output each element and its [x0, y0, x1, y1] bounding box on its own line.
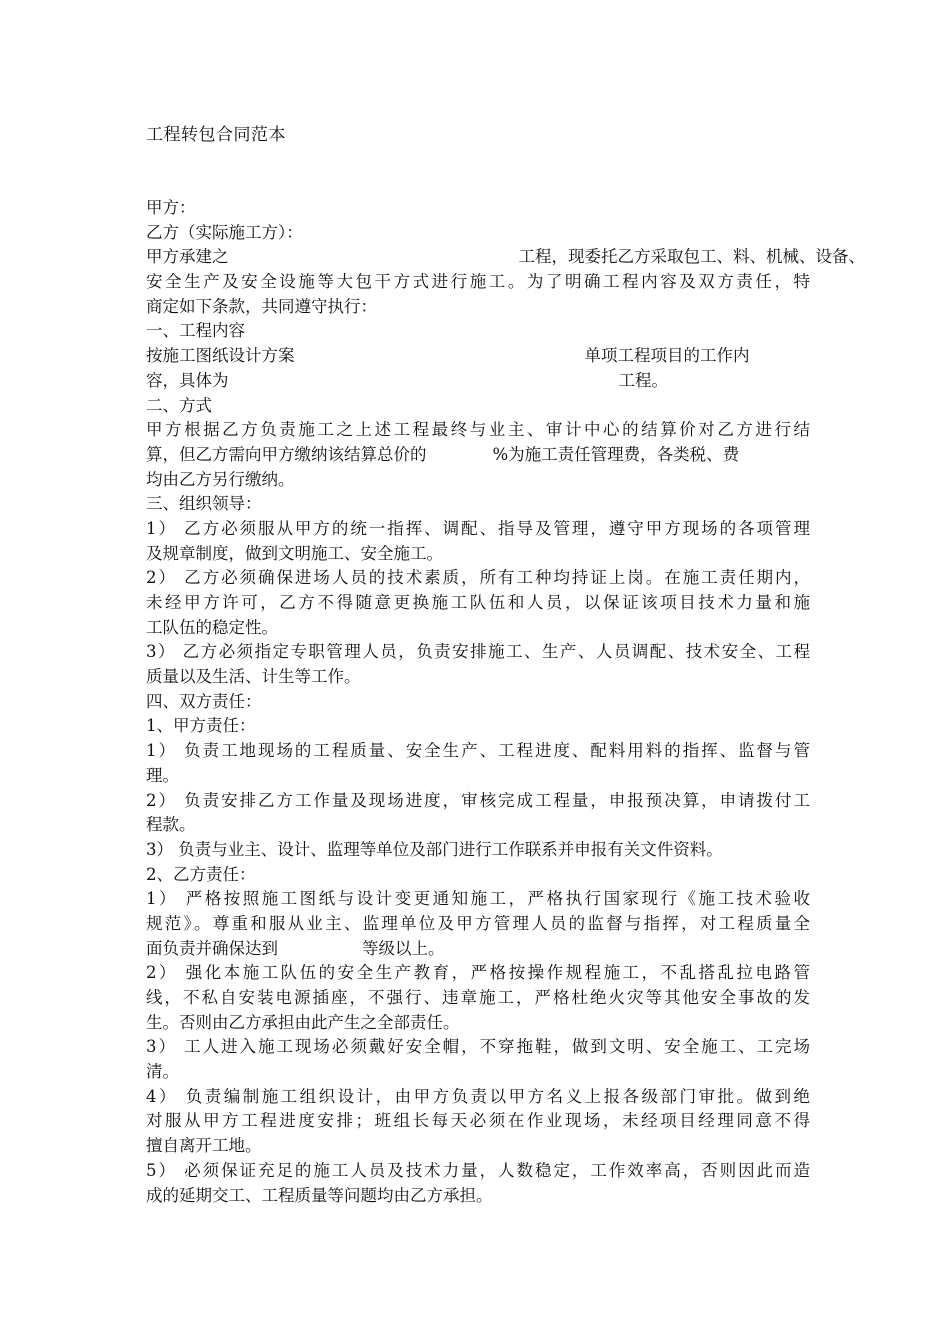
paragraph-line: 5） 必须保证充足的施工人员及技术力量，人数稳定，工作效率高，否则因此而造: [146, 1160, 810, 1180]
section-heading: 四、双方责任：: [146, 691, 262, 711]
section-heading: 一、工程内容: [146, 321, 245, 341]
paragraph-line: 1） 乙方必须服从甲方的统一指挥、调配、指导及管理，遵守甲方现场的各项管理: [146, 518, 810, 538]
document-body: [146, 196, 865, 1208]
paragraph-line: 成的延期交工、工程质量等问题均由乙方承担。: [146, 1185, 493, 1205]
subsection-heading: 1、甲方责任：: [146, 716, 256, 736]
text-segment: %为施工责任管理费，各类税、费: [492, 444, 740, 464]
section-heading: 三、组织领导：: [146, 494, 262, 514]
text-segment: 工程，现委托乙方采取包工、料、机械、设备、: [518, 247, 865, 267]
subsection-heading: 2、乙方责任：: [146, 864, 256, 884]
paragraph-line: 2） 负责安排乙方工作量及现场进度，审核完成工程量，申报预决算，申请拨付工: [146, 790, 810, 810]
paragraph-line: 理。: [146, 765, 179, 785]
paragraph-line: 商定如下条款，共同遵守执行：: [146, 296, 377, 316]
text-segment: 按施工图纸设计方案: [146, 346, 295, 366]
paragraph-line: 工队伍的稳定性。: [146, 617, 278, 637]
paragraph-line: 程款。: [146, 815, 196, 835]
paragraph-line: 3） 负责与业主、设计、监理等单位及部门进行工作联系并申报有关文件资料。: [146, 839, 723, 859]
paragraph-line: 甲方根据乙方负责施工之上述工程最终与业主、审计中心的结算价对乙方进行结: [146, 420, 810, 440]
paragraph-line: 1） 严格按照施工图纸与设计变更通知施工，严格执行国家现行《施工技术验收: [146, 889, 810, 909]
paragraph-line: [146, 369, 810, 394]
paragraph-line: 清。: [146, 1062, 179, 1082]
paragraph-line: 对服从甲方工程进度安排；班组长每天必须在作业现场，未经项目经理同意不得: [146, 1111, 810, 1131]
text-segment: 容，具体为: [146, 370, 229, 390]
paragraph-line: 规范》。尊重和服从业主、监理单位及甲方管理人员的监督与指挥，对工程质量全: [146, 913, 810, 933]
paragraph-line: 线，不私自安装电源插座，不强行、违章施工，严格杜绝火灾等其他安全事故的发: [146, 988, 810, 1007]
paragraph-line: [146, 937, 810, 962]
paragraph-line: [146, 245, 865, 270]
paragraph-line: 安全生产及安全设施等大包干方式进行施工。为了明确工程内容及双方责任，特: [146, 272, 810, 292]
text-segment: 算，但乙方需向甲方缴纳该结算总价的: [146, 444, 427, 464]
paragraph-line: 4） 负责编制施工组织设计，由甲方负责以甲方名义上报各级部门审批。做到绝: [146, 1086, 810, 1106]
document-title: 工程转包合同范本: [146, 125, 286, 145]
paragraph-line: 生。否则由乙方承担由此产生之全部责任。: [146, 1012, 460, 1032]
paragraph-line: [146, 344, 810, 369]
party-a-line: 甲方：: [146, 198, 196, 217]
text-segment: 单项工程项目的工作内: [584, 346, 750, 366]
paragraph-line: 2） 强化本施工队伍的安全生产教育，严格按操作规程施工，不乱搭乱拉电路管: [146, 963, 810, 983]
text-segment: 甲方承建之: [146, 247, 229, 267]
paragraph-line: [146, 443, 810, 468]
paragraph-line: 及规章制度，做到文明施工、安全施工。: [146, 543, 443, 563]
paragraph-line: 质量以及生活、计生等工作。: [146, 667, 361, 687]
section-heading: 二、方式: [146, 395, 212, 415]
paragraph-line: 擅自离开工地。: [146, 1136, 262, 1156]
text-segment: 工程。: [618, 370, 668, 390]
paragraph-line: 未经甲方许可，乙方不得随意更换施工队伍和人员，以保证该项目技术力量和施: [146, 593, 810, 612]
paragraph-line: 1） 负责工地现场的工程质量、安全生产、工程进度、配料用料的指挥、监督与管: [146, 741, 810, 761]
text-segment: 等级以上。: [362, 938, 445, 958]
paragraph-line: 3） 工人进入施工现场必须戴好安全帽，不穿拖鞋，做到文明、安全施工、工完场: [146, 1037, 810, 1057]
paragraph-line: 2） 乙方必须确保进场人员的技术素质，所有工种均持证上岗。在施工责任期内，: [146, 568, 810, 588]
paragraph-line: 3） 乙方必须指定专职管理人员，负责安排施工、生产、人员调配、技术安全、工程: [146, 642, 810, 662]
party-b-line: 乙方（实际施工方）：: [146, 222, 303, 242]
text-segment: 面负责并确保达到: [146, 938, 278, 958]
paragraph-line: 均由乙方另行缴纳。: [146, 469, 295, 489]
